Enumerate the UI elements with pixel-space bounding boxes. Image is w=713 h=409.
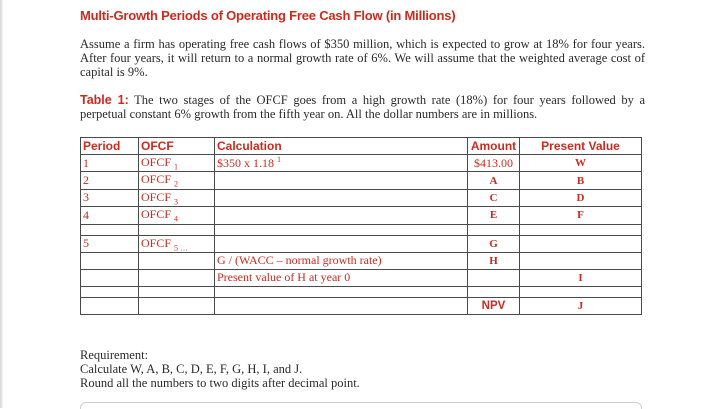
table-spacer-row — [81, 224, 642, 235]
ofcf-cell — [139, 189, 215, 206]
calculation-exponent: 1 — [277, 155, 281, 165]
table-caption — [80, 93, 645, 121]
ofcf-cell — [139, 252, 215, 269]
empty-cell — [468, 286, 520, 297]
ofcf-cell — [139, 269, 215, 286]
ofcf-subscript: 5 … — [174, 242, 189, 252]
ofcf-subscript: 1 — [174, 162, 179, 172]
table-row — [81, 252, 642, 269]
table-row — [81, 155, 642, 172]
table-row — [81, 207, 642, 224]
table-caption-text: The two stages of the OFCF goes from a high growth rate (18%) for four years followed by a perpetual constant 6% growth from the fifth year on. All the dollar numbers are in millions. — [80, 93, 646, 121]
empty-cell — [81, 286, 139, 297]
amount-cell: G — [468, 235, 520, 252]
empty-cell — [215, 286, 468, 297]
header-period: Period — [81, 138, 139, 155]
requirement-block — [80, 348, 360, 390]
amount-cell: C — [468, 189, 520, 206]
ofcf-subscript: 2 — [174, 179, 179, 189]
present-value-cell: J — [520, 297, 642, 314]
table-row — [81, 269, 642, 286]
period-cell: 3 — [81, 189, 139, 206]
period-cell: 4 — [81, 207, 139, 224]
table-row-npv — [81, 297, 642, 314]
ofcf-cell — [139, 207, 215, 224]
ofcf-cell — [139, 235, 215, 252]
calculation-cell — [215, 172, 468, 189]
period-cell — [81, 252, 139, 269]
present-value-cell: F — [520, 207, 642, 224]
calculation-cell — [215, 189, 468, 206]
ofcf-table — [80, 137, 642, 315]
period-cell: 1 — [81, 155, 139, 172]
table-spacer-row — [81, 286, 642, 297]
empty-cell — [215, 224, 468, 235]
table-row — [81, 189, 642, 206]
ofcf-label: OFCF — [141, 189, 172, 204]
amount-cell: $413.00 — [468, 155, 520, 172]
empty-cell — [139, 224, 215, 235]
ofcf-cell — [139, 172, 215, 189]
calculation-cell — [215, 155, 468, 172]
amount-cell — [468, 269, 520, 286]
amount-cell: E — [468, 207, 520, 224]
table-row — [81, 172, 642, 189]
ofcf-label: OFCF — [141, 207, 172, 222]
header-present-value: Present Value — [520, 138, 642, 155]
table-row — [81, 235, 642, 252]
table-caption-label: Table 1: — [80, 93, 129, 107]
page-edge-shadow — [0, 0, 3, 408]
calculation-cell — [215, 207, 468, 224]
empty-cell — [468, 224, 520, 235]
present-value-cell: I — [520, 269, 642, 286]
ofcf-subscript: 4 — [174, 214, 179, 224]
period-cell — [81, 297, 139, 314]
header-calculation: Calculation — [215, 138, 468, 155]
ofcf-label: OFCF — [141, 235, 172, 250]
table-header-row — [81, 138, 642, 155]
header-amount: Amount — [468, 138, 520, 155]
period-cell — [81, 269, 139, 286]
ofcf-label: OFCF — [141, 172, 172, 187]
period-cell: 2 — [81, 172, 139, 189]
calculation-cell: Present value of H at year 0 — [215, 269, 468, 286]
requirement-heading: Requirement: — [80, 348, 149, 362]
calculation-cell — [215, 297, 468, 314]
requirement-line-2: Round all the numbers to two digits after decimal point. — [80, 376, 360, 390]
requirement-line-1: Calculate W, A, B, C, D, E, F, G, H, I, and J. — [80, 362, 303, 376]
empty-cell — [520, 224, 642, 235]
empty-cell — [520, 286, 642, 297]
ofcf-cell — [139, 297, 215, 314]
present-value-cell — [520, 235, 642, 252]
intro-paragraph: Assume a firm has operating free cash flows of $350 million, which is expected to grow at 18% for four years. After four years, it will return to a normal growth rate of 6%. We will assume that the weighted average cost of capital is 9%. — [80, 37, 645, 79]
empty-cell — [139, 286, 215, 297]
period-cell: 5 — [81, 235, 139, 252]
present-value-cell: W — [520, 155, 642, 172]
page-title: Multi-Growth Periods of Operating Free Cash Flow (in Millions) — [80, 8, 456, 23]
amount-cell: H — [468, 252, 520, 269]
calculation-cell: G / (WACC – normal growth rate) — [215, 252, 468, 269]
present-value-cell: D — [520, 189, 642, 206]
empty-cell — [81, 224, 139, 235]
npv-label-cell: NPV — [468, 297, 520, 314]
present-value-cell: B — [520, 172, 642, 189]
calculation-text: $350 x 1.18 — [217, 156, 274, 171]
present-value-cell — [520, 252, 642, 269]
amount-cell: A — [468, 172, 520, 189]
ofcf-subscript: 3 — [174, 197, 179, 207]
calculation-cell — [215, 235, 468, 252]
header-ofcf: OFCF — [139, 138, 215, 155]
ofcf-cell — [139, 155, 215, 172]
ofcf-label: OFCF — [141, 155, 172, 169]
